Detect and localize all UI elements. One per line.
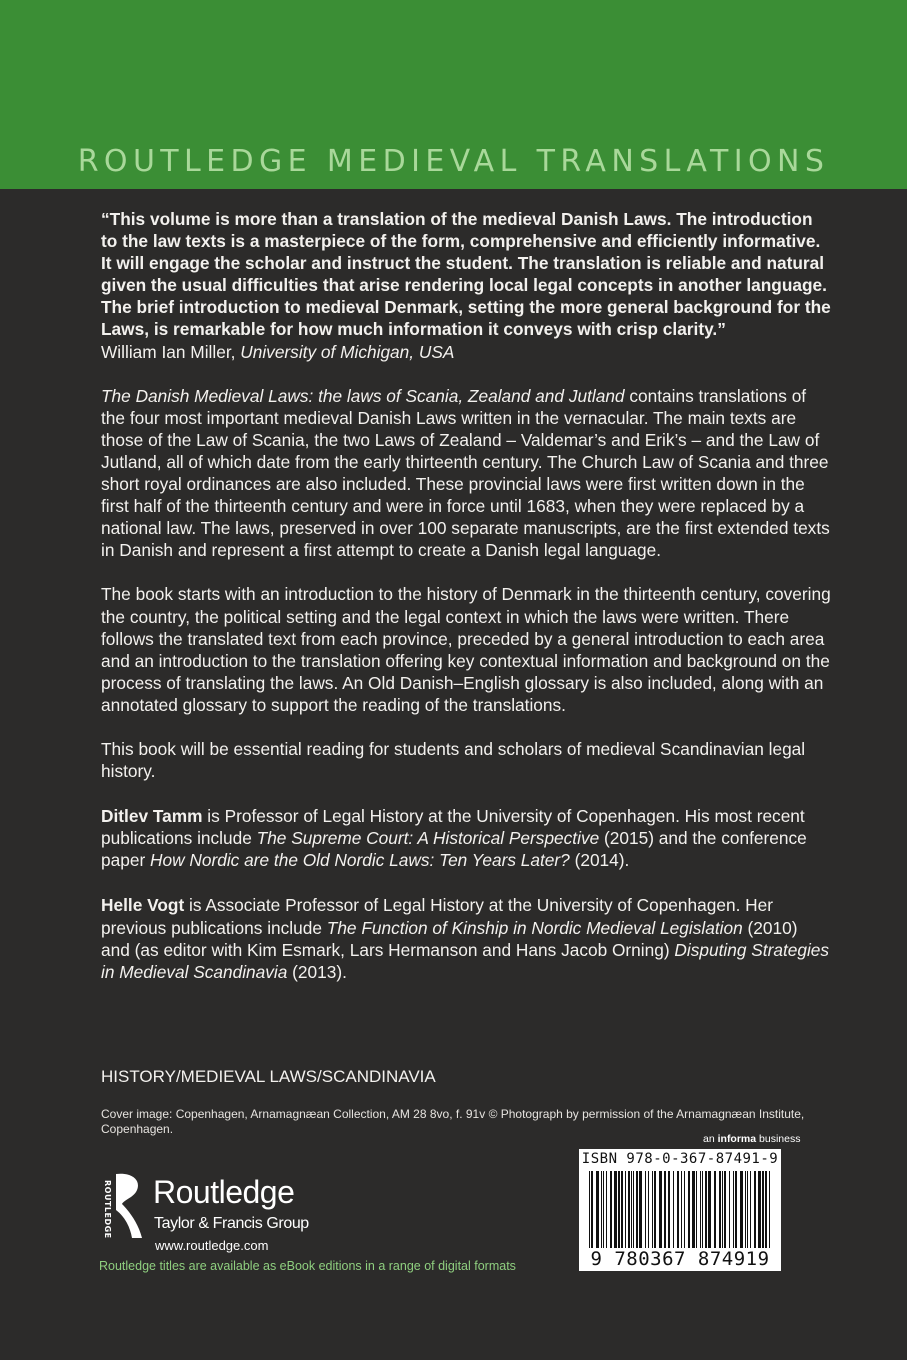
barcode-bar: [664, 1171, 666, 1249]
barcode-bar: [603, 1171, 604, 1249]
barcode-bar: [614, 1171, 617, 1249]
barcode-bar: [702, 1171, 703, 1249]
barcode-bar: [639, 1171, 642, 1249]
barcode-bar: [652, 1171, 653, 1249]
barcode-bar: [601, 1171, 602, 1249]
informa-brand: informa: [717, 1133, 757, 1145]
barcode-bar: [654, 1171, 656, 1249]
barcode-bar: [745, 1171, 746, 1249]
barcode-bar: [708, 1171, 711, 1249]
informa-tagline: an informa business: [703, 1133, 801, 1145]
isbn-barcode: [579, 1149, 781, 1271]
routledge-logo-icon: [94, 1170, 146, 1242]
publisher-name: Routledge: [153, 1174, 295, 1210]
barcode-bar: [681, 1171, 682, 1249]
barcode-bar: [705, 1171, 707, 1249]
description-paragraph-3: This book will be essential reading for students and scholars of medieval Scandinavian legal history.: [101, 738, 806, 782]
subject-category: HISTORY/MEDIEVAL LAWS/SCANDINAVIA: [101, 1067, 436, 1086]
barcode-bar: [631, 1171, 632, 1249]
barcode-bar: [714, 1171, 716, 1249]
description-paragraph-1: The Danish Medieval Laws: the laws of Scania, Zealand and Jutland contains translations of the four most important medieval Danish Laws written in the vernacular. The main texts are those of the Law of Scania, the two Laws of Zealand – Valdemar’s and Erik’s – and the Law of Jutland, all of which date from the early thirteenth century. The Church Law of Scania and three short royal ordinances are also included. These provincial laws were first written down in the first half of the thirteenth century and were in force until 1683, when they were replaced by a national law. The laws, preserved in over 100 separate manuscripts, are the first extended texts in Danish and represent a first attempt to create a Danish legal language.: [101, 385, 830, 561]
barcode-bar: [765, 1171, 767, 1249]
barcode-bar: [700, 1171, 701, 1249]
barcode-bar: [762, 1171, 764, 1249]
barcode-bar: [668, 1171, 670, 1249]
endorsement-author: William Ian Miller,: [101, 341, 236, 362]
barcode-bar: [733, 1171, 734, 1249]
isbn-digits: 9 780367 874919: [579, 1248, 781, 1270]
barcode-bar: [628, 1171, 630, 1249]
barcode-bar: [688, 1171, 690, 1249]
barcode-bar: [659, 1171, 662, 1249]
ebook-note: Routledge titles are available as eBook editions in a range of digital formats: [99, 1259, 516, 1273]
barcode-bar: [747, 1171, 748, 1249]
barcode-bar: [692, 1171, 695, 1249]
back-cover-text: [101, 208, 831, 983]
author-name: Helle Vogt: [101, 895, 185, 916]
barcode-bar: [722, 1171, 723, 1249]
barcode-bar: [677, 1171, 679, 1249]
publisher-group: Taylor & Francis Group: [154, 1215, 309, 1232]
endorsement-affiliation: University of Michigan, USA: [240, 341, 455, 362]
cover-image-credit: Cover image: Copenhagen, Arnamagnæan Collection, AM 28 8vo, f. 91v © Photograph by permission of the Arnamagnæan Institute, Copenhagen.: [101, 1107, 805, 1136]
barcode-bar: [684, 1171, 685, 1249]
routledge-vertical-mark: ROUTLEDGE: [103, 1180, 112, 1239]
barcode-bar: [735, 1171, 737, 1249]
isbn-label: ISBN 978-0-367-87491-9: [581, 1151, 779, 1167]
barcode-bar: [621, 1171, 623, 1249]
author-bio-tamm: Ditlev Tamm is Professor of Legal History at the University of Copenhagen. His most recent publications include The Supreme Court: A Historical Perspective (2015) and the conference paper How Nordic are the Old Nordic Laws: Ten Years Later? (2014).: [101, 806, 807, 871]
barcode-bar: [740, 1171, 743, 1249]
author-bio-vogt: Helle Vogt is Associate Professor of Legal History at the University of Copenhagen. Her previous publications include The Function of Kinship in Nordic Medieval Legislation (2010) and (as editor with Kim Esmark, Lars Hermanson and Hans Jacob Orning) Disputing Strategies in Medieval Scandinavia (2013).: [101, 895, 830, 982]
description-paragraph-2: The book starts with an introduction to the history of Denmark in the thirteenth century, covering the country, the political setting and the legal context in which the laws were written. There follows the translated text from each province, preceded by a general introduction to each area and an introduction to the translation offering key contextual information and background on the process of translating the laws. An Old Danish–English glossary is also included, along with an annotated glossary to support the reading of the translations.: [101, 584, 831, 715]
barcode-bar: [696, 1171, 697, 1249]
barcode-bar: [724, 1171, 726, 1249]
barcode-bar: [606, 1171, 607, 1249]
publisher-url: www.routledge.com: [155, 1238, 269, 1253]
barcode-bar: [633, 1171, 634, 1249]
barcode-bar: [610, 1171, 612, 1249]
barcode-bar: [729, 1171, 730, 1249]
barcode-bar: [645, 1171, 646, 1249]
barcode-bar: [625, 1171, 626, 1249]
barcode-bar: [618, 1171, 620, 1249]
endorsement-attribution: [101, 341, 831, 363]
barcode-bar: [648, 1171, 649, 1249]
author-name: Ditlev Tamm: [101, 806, 203, 827]
book-title: The Danish Medieval Laws: the laws of Scania, Zealand and Jutland: [101, 385, 625, 406]
barcode-bar: [673, 1171, 674, 1249]
barcode-bar: [636, 1171, 638, 1249]
series-title: ROUTLEDGE MEDIEVAL TRANSLATIONS: [77, 144, 830, 179]
endorsement-quote: “This volume is more than a translation of the medieval Danish Laws. The introduction to the law texts is a masterpiece of the form, comprehensive and efficiently informative. It will engage the scholar and instruct the student. The translation is reliable and natural given the usual difficulties that arise rendering local legal concepts in another language. The brief introduction to medieval Denmark, setting the more general background for the Laws, is remarkable for how much information it conveys with crisp clarity.”: [101, 209, 831, 340]
barcode-bar: [719, 1171, 721, 1249]
